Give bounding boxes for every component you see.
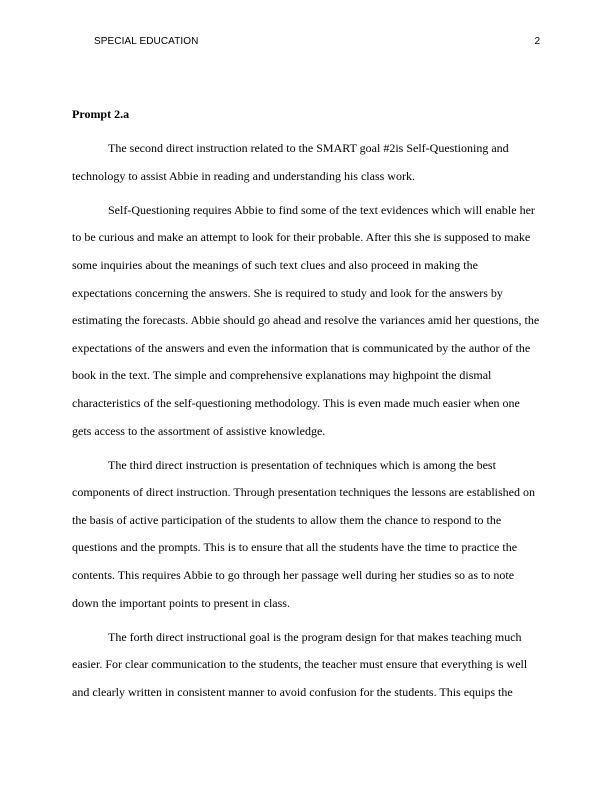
paragraph-line: gets access to the assortment of assistive knowledge. xyxy=(72,423,326,438)
paragraph-line: Self-Questioning requires Abbie to find some of the text evidences which will enable her xyxy=(108,202,535,217)
paragraph-1 xyxy=(72,129,542,191)
paragraph-line: components of direct instruction. Through presentation techniques the lessons are established on xyxy=(72,485,536,500)
paragraph-line: book in the text. The simple and comprehensive explanations may highpoint the dismal xyxy=(72,368,492,383)
paragraph-line: easier. For clear communication to the students, the teacher must ensure that everything is well xyxy=(72,657,528,672)
paragraph-line: some inquiries about the meanings of such text clues and also proceed in making the xyxy=(72,257,478,272)
paragraph-line: and clearly written in consistent manner to avoid confusion for the students. This equips the xyxy=(72,684,513,699)
paragraph-line: to be curious and make an attempt to look for their probable. After this she is supposed to make xyxy=(72,230,531,245)
paragraph-2 xyxy=(72,190,542,445)
section-heading: Prompt 2.a xyxy=(72,107,130,121)
paragraph-line: The third direct instruction is presentation of techniques which is among the best xyxy=(108,457,496,472)
paragraph-line: The forth direct instructional goal is the program design for that makes teaching much xyxy=(108,629,522,644)
paragraph-line: contents. This requires Abbie to go through her passage well during her studies so as to note xyxy=(72,568,515,582)
document-body xyxy=(72,101,542,706)
paragraph-line: down the important points to present in class. xyxy=(72,595,290,610)
running-head: SPECIAL EDUCATION xyxy=(94,36,199,47)
paragraph-4 xyxy=(72,617,542,706)
page-number: 2 xyxy=(534,36,540,47)
paragraph-line: characteristics of the self-questioning methodology. This is even made much easier when one xyxy=(72,395,520,410)
paragraph-line: The second direct instruction related to the SMART goal #2is Self-Questioning and xyxy=(108,141,509,156)
paragraph-line: expectations of the answers and even the information that is communicated by the author of the xyxy=(72,340,531,355)
paragraph-3 xyxy=(72,445,542,617)
paragraph-line: technology to assist Abbie in reading and understanding his class work. xyxy=(72,168,415,183)
paragraph-line: expectations concerning the answers. She is required to study and look for the answers by xyxy=(72,285,503,300)
paragraph-line: the basis of active participation of the students to allow them the chance to respond to the xyxy=(72,512,502,527)
paragraph-line: questions and the prompts. This is to ensure that all the students have the time to practice the xyxy=(72,540,518,555)
paragraph-line: estimating the forecasts. Abbie should go ahead and resolve the variances amid her questions, the xyxy=(72,313,540,328)
